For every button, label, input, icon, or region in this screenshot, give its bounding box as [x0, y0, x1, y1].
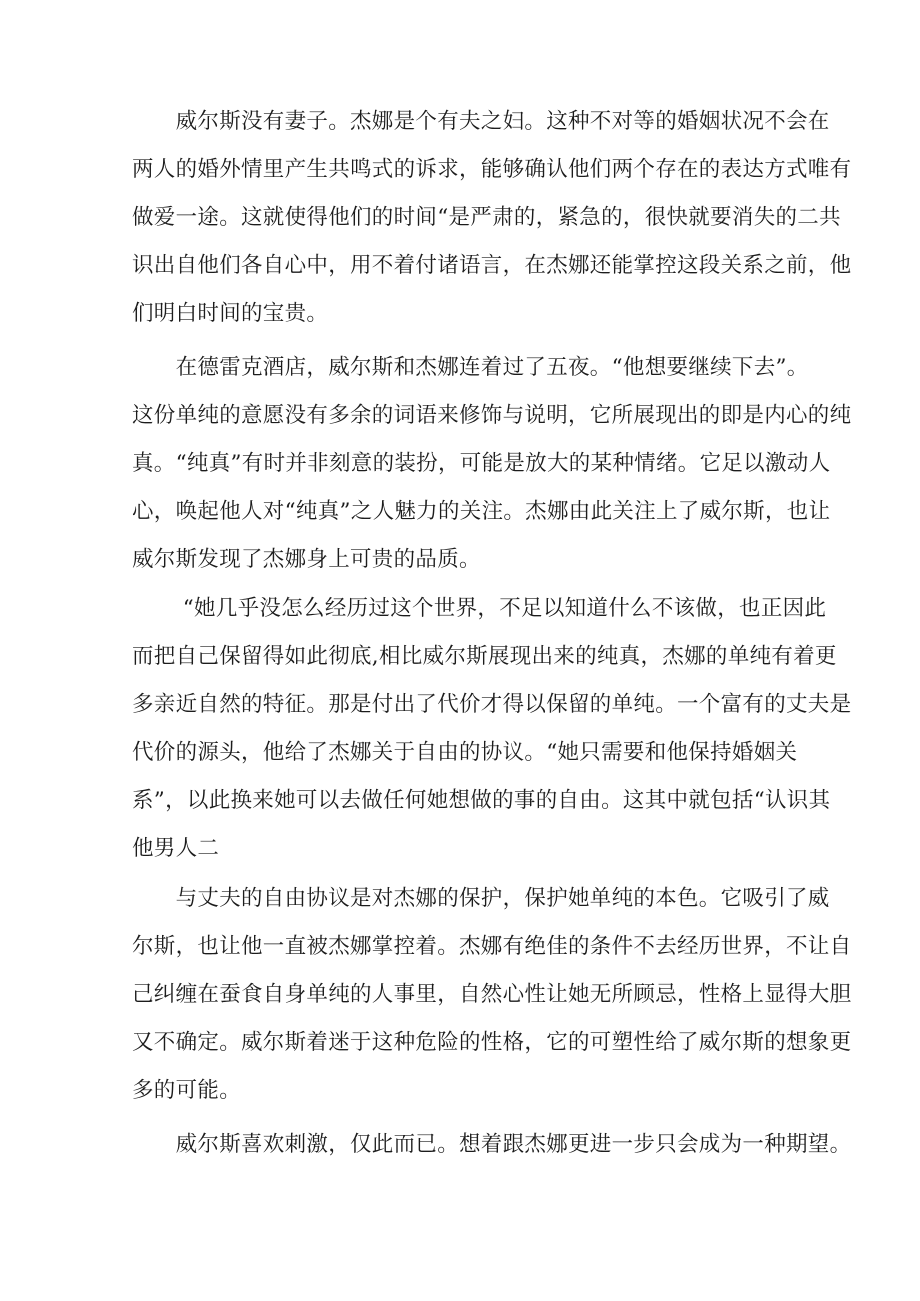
- text-line: 真。“纯真”有时并非刻意的装扮，可能是放大的某种情绪。它足以激动人: [132, 451, 831, 476]
- text-line: 与丈夫的自由协议是对杰娜的保护，保护她单纯的本色。它吸引了威: [132, 886, 830, 911]
- text-line: 代价的源头，他给了杰娜关于自由的协议。“她只需要和他保持婚姻关: [132, 740, 798, 765]
- text-line: 在德雷克酒店，威尔斯和杰娜连着过了五夜。“他想要继续下去”。: [132, 355, 809, 380]
- text-line: 系”，以此换来她可以去做任何她想做的事的自由。这其中就包括“认识其: [132, 788, 831, 813]
- text-line: 识出自他们各自心中，用不着付诸语言，在杰娜还能掌控这段关系之前，他: [132, 253, 852, 278]
- text-line: 多的可能。: [132, 1078, 242, 1103]
- paragraph-4: [132, 875, 852, 1115]
- text-line: 而把自己保留得如此彻底,相比威尔斯展现出来的纯真，杰娜的单纯有着更: [132, 644, 837, 669]
- paragraph-3: [132, 585, 852, 873]
- text-line: 尔斯，也让他一直被杰娜掌控着。杰娜有绝佳的条件不去经历世界，不让自: [132, 934, 852, 959]
- text-line: 这份单纯的意愿没有多余的词语来修饰与说明，它所展现出的即是内心的纯: [132, 403, 852, 428]
- text-line: 多亲近自然的特征。那是付出了代价才得以保留的单纯。一个富有的丈夫是: [132, 692, 852, 717]
- text-line: “她几乎没怎么经历过这个世界，不足以知道什么不该做，也正因此: [132, 596, 827, 621]
- paragraph-5: [132, 1121, 852, 1169]
- text-line: 们明白时间的宝贵。: [132, 301, 329, 326]
- text-line: 心，唤起他人对“纯真”之人魅力的关注。杰娜由此关注上了威尔斯，也让: [132, 499, 831, 524]
- text-line: 做爱一途。这就使得他们的时间“是严肃的，紧急的，很快就要消失的二共: [132, 205, 841, 230]
- text-line: 威尔斯没有妻子。杰娜是个有夫之妇。这种不对等的婚姻状况不会在: [132, 109, 830, 134]
- text-line: 他男人二: [132, 836, 220, 861]
- text-line: 威尔斯发现了杰娜身上可贵的品质。: [132, 547, 481, 572]
- text-line: 两人的婚外情里产生共鸣式的诉求，能够确认他们两个存在的表达方式唯有: [132, 157, 852, 182]
- text-line: 又不确定。威尔斯着迷于这种危险的性格，它的可塑性给了威尔斯的想象更: [132, 1030, 852, 1055]
- text-line: 威尔斯喜欢刺激，仅此而已。想着跟杰娜更进一步只会成为一种期望。: [132, 1132, 852, 1157]
- paragraph-1: [132, 98, 852, 338]
- text-line: 己纠缠在蚕食自身单纯的人事里，自然心性让她无所顾忌，性格上显得大胆: [132, 982, 852, 1007]
- paragraph-2: [132, 344, 852, 584]
